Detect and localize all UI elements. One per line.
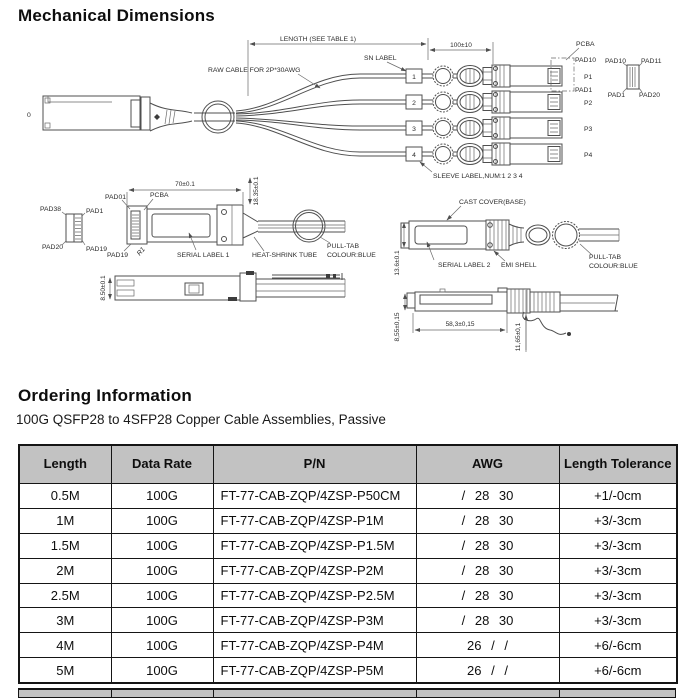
dim-1165-label: 11,65±0,1 (515, 322, 522, 352)
sleeve-label-text: SLEEVE LABEL,NUM:1 2 3 4 (433, 173, 523, 180)
cast-cover-text: CAST COVER(BASE) (459, 199, 526, 206)
table-row (19, 558, 677, 583)
cell-data-rate: 100G (111, 583, 213, 608)
colour-blue-2-text: COLOUR:BLUE (589, 263, 638, 270)
serial-label-1-text: SERIAL LABEL 1 (177, 252, 230, 259)
cell-length: 3M (19, 608, 111, 633)
sfp-side-view (394, 288, 618, 352)
cell-awg: 26 / / (416, 658, 559, 683)
p1-label: P1 (584, 74, 593, 81)
dim-855-label: 8,55±0,15 (394, 312, 401, 342)
pad1-detail-text: PAD1 (607, 92, 625, 99)
length-dimension (248, 36, 428, 96)
table-row (19, 583, 677, 608)
ref-zero-label: 0 (27, 112, 31, 119)
pull-tab-2-text: PULL-TAB (589, 254, 621, 261)
ordering-table (18, 444, 678, 684)
sfp-pad-detail (605, 58, 662, 99)
sfp-branch-3 (406, 117, 562, 139)
cell-length-tolerance: +3/-3cm (559, 558, 677, 583)
cell-length-tolerance: +3/-3cm (559, 533, 677, 558)
table-row (19, 658, 677, 683)
p4-label: P4 (584, 152, 593, 159)
p3-label: P3 (584, 126, 593, 133)
cell-length: 2M (19, 558, 111, 583)
raw-cable-text: RAW CABLE FOR 2P*30AWG (208, 67, 301, 74)
dim-100-label: 100±10 (450, 42, 472, 49)
sfp-branch-4 (406, 143, 562, 165)
cell-length: 0.5M (19, 484, 111, 509)
cell-pn: FT-77-CAB-ZQP/4ZSP-P4M (213, 633, 416, 658)
dim-583-label: 58,3±0,15 (445, 321, 475, 328)
cell-data-rate: 100G (111, 633, 213, 658)
sfp-branch-2 (406, 91, 562, 113)
cell-awg: / 28 30 (416, 608, 559, 633)
cell-awg: 26 / / (416, 633, 559, 658)
dim-136-label: 13.6±0.1 (394, 250, 401, 276)
raw-cable-callout (208, 67, 320, 88)
dim-70-label: 70±0.1 (175, 181, 195, 188)
pad1-callout-text: PAD1 (575, 87, 593, 94)
table-row (19, 633, 677, 658)
sn-label-callout (364, 55, 406, 71)
dim-1835-label: 18.35±0.1 (253, 176, 260, 206)
serial-label-2-text: SERIAL LABEL 2 (438, 262, 491, 269)
cell-data-rate: 100G (111, 658, 213, 683)
section-title-mechanical-dimensions: Mechanical Dimensions (18, 6, 215, 25)
cell-length: 5M (19, 658, 111, 683)
p2-label: P2 (584, 100, 593, 107)
cell-awg: / 28 30 (416, 533, 559, 558)
dim-850-label: 8.50±0.1 (100, 275, 107, 301)
cell-length-tolerance: +6/-6cm (559, 633, 677, 658)
branch-number: 2 (412, 100, 416, 107)
pull-tab-1-text: PULL-TAB (327, 243, 359, 250)
pad01-text: PAD01 (104, 194, 126, 201)
pad38-text: PAD38 (39, 206, 61, 213)
cell-length-tolerance: +6/-6cm (559, 658, 677, 683)
pad10-detail-text: PAD10 (604, 58, 626, 65)
qsfp-top-view-detail (105, 176, 376, 259)
cell-pn: FT-77-CAB-ZQP/4ZSP-P3M (213, 608, 416, 633)
cell-data-rate: 100G (111, 558, 213, 583)
pad19-mid-text: PAD19 (106, 252, 128, 259)
pad20-detail-text: PAD20 (639, 92, 661, 99)
cell-length: 2.5M (19, 583, 111, 608)
next-table-header-cutoff (18, 688, 676, 698)
cell-length: 4M (19, 633, 111, 658)
qsfp-pad-detail (40, 206, 107, 253)
cell-data-rate: 100G (111, 608, 213, 633)
header-length: Length (19, 445, 111, 484)
header-awg: AWG (416, 445, 559, 484)
header-pn: P/N (213, 445, 416, 484)
cell-length-tolerance: +3/-3cm (559, 508, 677, 533)
heat-shrink-tube-text: HEAT-SHRINK TUBE (252, 252, 318, 259)
cell-pn: FT-77-CAB-ZQP/4ZSP-P2M (213, 558, 416, 583)
table-row (19, 533, 677, 558)
cell-awg: / 28 30 (416, 484, 559, 509)
cell-pn: FT-77-CAB-ZQP/4ZSP-P1M (213, 508, 416, 533)
pad20-left-text: PAD20 (41, 244, 63, 251)
header-data-rate: Data Rate (111, 445, 213, 484)
qsfp-strain-relief (150, 103, 192, 131)
cell-pn: FT-77-CAB-ZQP/4ZSP-P1.5M (213, 533, 416, 558)
sfp-branch-1 (406, 65, 562, 87)
qsfp-connector-top-view (27, 96, 150, 130)
table-header-row (19, 445, 677, 484)
cell-pn: FT-77-CAB-ZQP/4ZSP-P5M (213, 658, 416, 683)
r1-text: R1 (135, 246, 147, 258)
section-title-ordering-information: Ordering Information (18, 386, 192, 405)
fanout-cables (236, 74, 406, 156)
header-length-tolerance: Length Tolerance (559, 445, 677, 484)
emi-shell-text: EMI SHELL (501, 262, 537, 269)
branch-number: 3 (412, 126, 416, 133)
cable-loop (194, 101, 235, 133)
cell-awg: / 28 30 (416, 508, 559, 533)
table-row (19, 608, 677, 633)
pad1-left-text: PAD1 (86, 208, 104, 215)
cell-length-tolerance: +1/-0cm (559, 484, 677, 509)
pad19-left-text: PAD19 (86, 246, 108, 253)
colour-blue-1-text: COLOUR:BLUE (327, 252, 376, 259)
breakout-dimension (430, 42, 493, 64)
length-dim-label: LENGTH (SEE TABLE 1) (279, 36, 357, 43)
pcba-mid-text: PCBA (150, 192, 169, 199)
ordering-subtitle: 100G QSFP28 to 4SFP28 Copper Cable Assemblies, Passive (16, 412, 386, 427)
sn-label-text: SN LABEL (364, 55, 397, 62)
cell-length: 1.5M (19, 533, 111, 558)
cell-length-tolerance: +3/-3cm (559, 608, 677, 633)
qsfp-side-view (100, 271, 345, 301)
branch-number: 4 (412, 152, 416, 159)
cell-data-rate: 100G (111, 508, 213, 533)
cell-data-rate: 100G (111, 533, 213, 558)
cell-pn: FT-77-CAB-ZQP/4ZSP-P50CM (213, 484, 416, 509)
branch-number: 1 (412, 74, 416, 81)
pad11-detail-text: PAD11 (641, 58, 662, 65)
cell-awg: / 28 30 (416, 558, 559, 583)
pcba-top-text: PCBA (576, 41, 595, 48)
cell-data-rate: 100G (111, 484, 213, 509)
cell-length: 1M (19, 508, 111, 533)
table-row (19, 508, 677, 533)
pad10-callout-text: PAD10 (575, 57, 597, 64)
cell-pn: FT-77-CAB-ZQP/4ZSP-P2.5M (213, 583, 416, 608)
sfp-top-view-detail (394, 199, 638, 276)
cell-awg: / 28 30 (416, 583, 559, 608)
table-row (19, 484, 677, 509)
cell-length-tolerance: +3/-3cm (559, 583, 677, 608)
